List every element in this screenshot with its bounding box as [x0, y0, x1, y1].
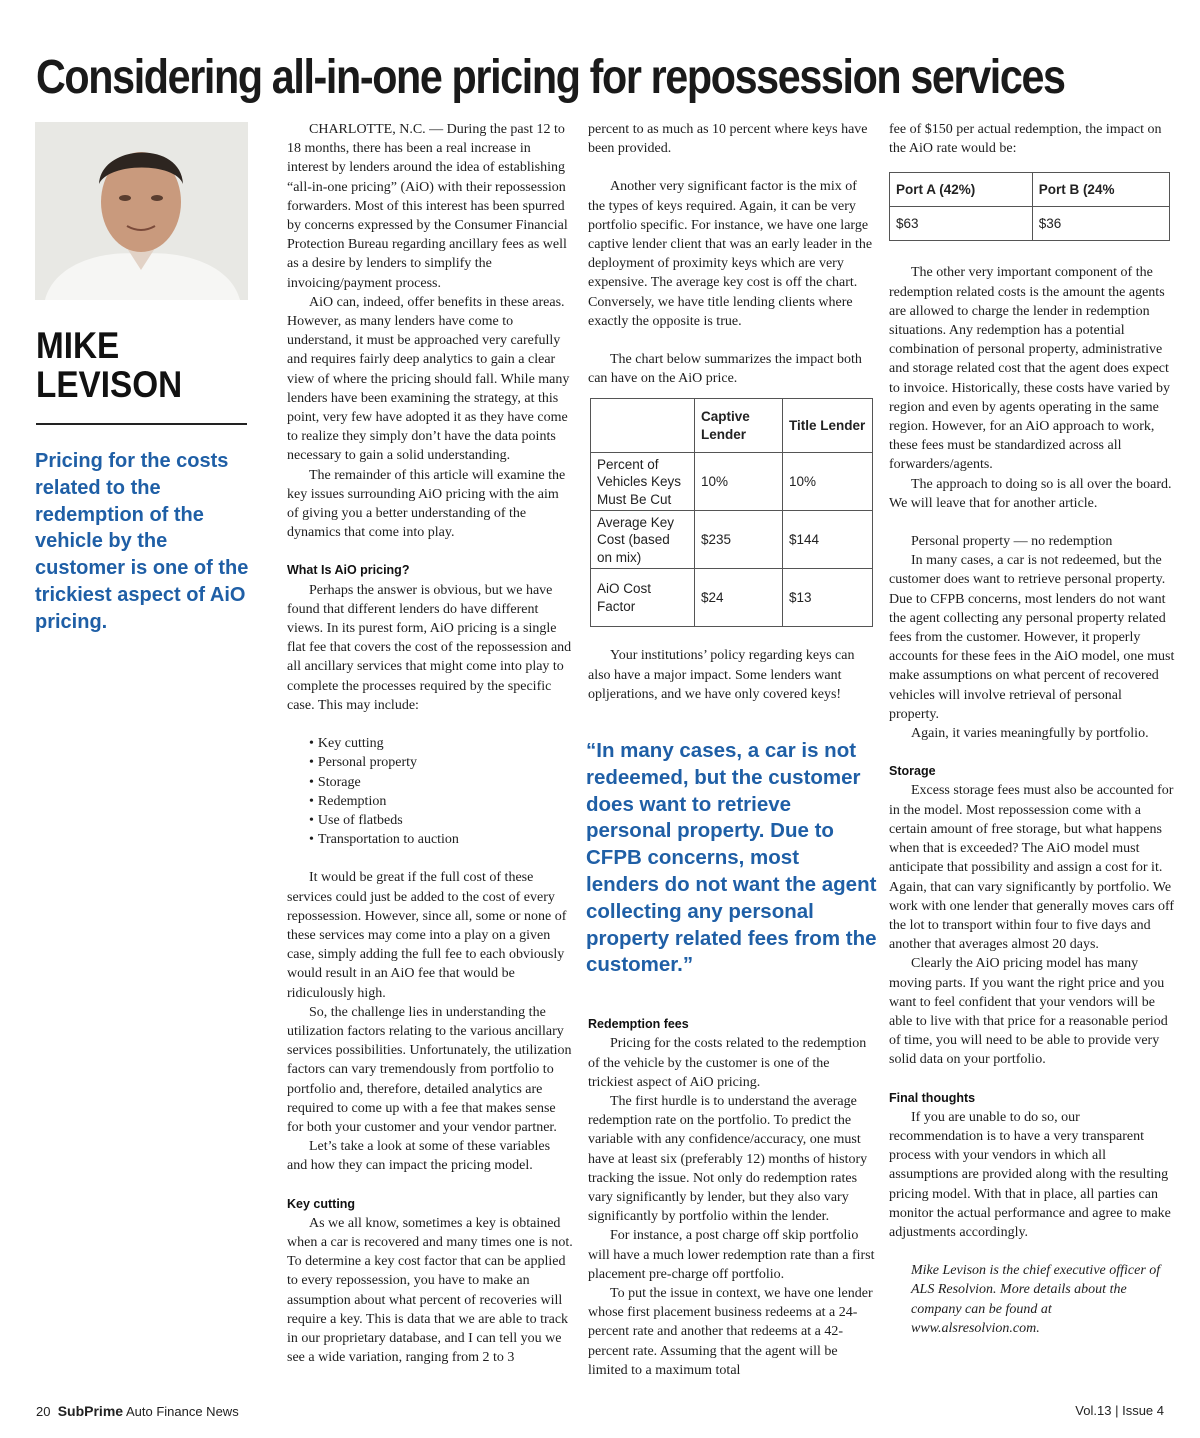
author-photo	[35, 122, 248, 300]
table-row	[890, 207, 1170, 241]
list-item: • Transportation to auction	[309, 830, 573, 849]
paragraph: AiO can, indeed, offer benefits in these areas. However, as many lenders have come to understand, it must be approached very carefully and requires fairly deep analytics to gain a clear view of where the pricing should fall. While many lenders have been examining the strategy, at this point, very few have adopted it as they have come to realize they simply don’t have the data points necessary to gain a solid understanding.	[287, 294, 570, 464]
paragraph: Let’s take a look at some of these variables and how they can impact the pricing model.	[287, 1139, 551, 1174]
table-cell: 10%	[783, 453, 873, 511]
table-header-cell: Title Lender	[783, 399, 873, 453]
publication-name-rest: Auto Finance News	[125, 1404, 239, 1419]
article-headline: Considering all-in-one pricing for repossession services	[36, 51, 1065, 104]
table-cell: $24	[695, 569, 783, 627]
publication-name-bold: SubPrime	[57, 1403, 124, 1419]
paragraph: Pricing for the costs related to the redemption of the vehicle by the customer is one of the trickiest aspect of AiO pricing.	[588, 1036, 867, 1090]
table-cell: $63	[890, 207, 1033, 241]
page-number: 20	[36, 1404, 51, 1419]
subheading-redemption-fees: Redemption fees	[588, 1017, 689, 1032]
paragraph: Again, it varies meaningfully by portfolio.	[911, 726, 1149, 742]
column-2	[588, 120, 875, 1380]
list-item: • Personal property	[309, 753, 573, 772]
list-item: • Redemption	[309, 792, 573, 811]
key-cost-table	[590, 398, 873, 627]
paragraph: The first hurdle is to understand the average redemption rate on the portfolio. To predict the variable with any confidence/accuracy, one must have at least six (preferably 12) months of history tracking the issue. Not only do redemption rates vary significantly by lender, but they also vary significantly by portfolio within the lender.	[588, 1094, 868, 1225]
footer-right	[1075, 1403, 1164, 1418]
author-bio: Mike Levison is the chief executive officer of ALS Resolvion. More details about the company can be found at www.alsresolvion.com.	[911, 1263, 1161, 1336]
footer-left	[36, 1403, 239, 1419]
paragraph: The remainder of this article will examine the key issues surrounding AiO pricing with the aim of giving you a better understanding of the dynamics that come into play.	[287, 467, 566, 541]
table-cell: Percent of Vehicles Keys Must Be Cut	[591, 453, 695, 511]
table-header-row	[591, 399, 873, 453]
paragraph: It would be great if the full cost of these services could just be added to the cost of every repossession. However, since all, some or none of these services may come into a play on a given case, simply adding the full fee to each obviously would result in an AiO fee that would be ridiculously high.	[287, 870, 567, 1001]
list-item: • Use of flatbeds	[309, 811, 573, 830]
author-divider	[36, 423, 247, 425]
paragraph: Clearly the AiO pricing model has many moving parts. If you want the right price and you want to feel confident that your vendors will be able to live with that price for a reasonable period of time, you will need to be able to provide very solid data on your portfolio.	[889, 956, 1168, 1068]
paragraph: The chart below summarizes the impact both can have on the AiO price.	[588, 352, 862, 387]
deck-text: Pricing for the costs related to the redemption of the vehicle by the customer is one of the trickiest aspect of AiO pricing.	[35, 450, 249, 633]
column-3	[889, 120, 1175, 1338]
list-item: • Storage	[309, 773, 573, 792]
ancillary-services-list	[287, 734, 573, 849]
author-last-name: LEVISON	[36, 364, 183, 405]
table-cell: $13	[783, 569, 873, 627]
table-cell: 10%	[695, 453, 783, 511]
paragraph: In many cases, a car is not redeemed, but the customer does want to retrieve personal property. Due to CFPB concerns, most lenders do not want the agent collecting any personal property related fees from the customer. However, it properly accounts for these fees in the AiO model, one must make assumptions on what percent of recovered vehicles will involve retrieval of personal property.	[889, 553, 1175, 722]
paragraph: Your institutions’ policy regarding keys can also have a major impact. Some lenders want opljerations, and we have only covered keys!	[588, 648, 855, 702]
table-cell: $36	[1032, 207, 1169, 241]
column-1	[287, 120, 573, 1367]
paragraph: As we all know, sometimes a key is obtained when a car is recovered and many times one is not. To determine a key cost factor that can be applied to every repossession, you have to make an assumption about what percent of recoveries will require a key. This is data that we are able to track in our proprietary database, and I can tell you we see a wide variation, ranging from 2 to 3	[287, 1215, 573, 1366]
paragraph: percent to as much as 10 percent where keys have been provided.	[588, 122, 868, 157]
author-portrait-image	[35, 122, 248, 300]
paragraph: The other very important component of the redemption related costs is the amount the agents are allowed to charge the lender in redemption situations. Any redemption has a potential combination of personal property, administrative and storage related cost that the agent does expect to invoice. Historically, these costs have varied by region and even by agents operating in the same region. However, for an AiO approach to work, these fees must be standardized across all forwarders/agents.	[889, 265, 1170, 473]
footer-separator: |	[1115, 1403, 1119, 1418]
paragraph: fee of $150 per actual redemption, the impact on the AiO rate would be:	[889, 122, 1162, 157]
volume-label: Vol.13	[1075, 1403, 1112, 1418]
author-first-name: MIKE	[36, 325, 120, 366]
page-footer	[0, 1401, 1200, 1423]
table-cell: Average Key Cost (based on mix)	[591, 511, 695, 569]
subheading-final-thoughts: Final thoughts	[889, 1090, 976, 1105]
table-row	[591, 453, 873, 511]
subheading-key-cutting: Key cutting	[287, 1196, 356, 1211]
paragraph: Another very significant factor is the mix of the types of keys required. Again, it can be very portfolio specific. For instance, we have one large captive lender client that was an early leader in the deployment of proximity keys which are very expensive. The average key cost is off the chart. Conversely, we have title lending clients where exactly the opposite is true.	[588, 179, 873, 329]
table-row	[591, 569, 873, 627]
issue-label: Issue 4	[1122, 1403, 1164, 1418]
table-cell: $235	[695, 511, 783, 569]
table-row	[591, 511, 873, 569]
table-header-cell: Captive Lender	[695, 399, 783, 453]
table-header-cell: Port B (24%	[1032, 173, 1169, 207]
paragraph: To put the issue in context, we have one lender whose first placement business redeems at a 24-percent rate and another that redeems at a 42-percent rate. Assuming that the agent will be limited to a maximum total	[588, 1286, 873, 1378]
redemption-impact-table	[889, 172, 1170, 241]
paragraph: The approach to doing so is all over the board. We will leave that for another article.	[889, 476, 1172, 511]
subheading-what-is-aio: What Is AiO pricing?	[287, 563, 410, 578]
table-header-cell	[591, 399, 695, 453]
table-cell: $144	[783, 511, 873, 569]
paragraph: Excess storage fees must also be accounted for in the model. Most repossession come with a certain amount of free storage, but what happens when that is exceeded? The AiO model must anticipate that possibility and assign a cost for it. Again, that can vary significantly by portfolio. We work with one lender that generally moves cars off the lot to transport within four to five days and another that averages almost 20 days.	[889, 783, 1175, 953]
paragraph: For instance, a post charge off skip portfolio will have a much lower redemption rate than a first placement pre-charge off portfolio.	[588, 1228, 875, 1282]
table-header-cell: Port A (42%)	[890, 173, 1033, 207]
paragraph: Perhaps the answer is obvious, but we have found that different lenders do have different views. In its purest form, AiO pricing is a single flat fee that covers the cost of the repossession and all ancillary services that might come into play to complete the processes required by the specific case. This may include:	[287, 582, 572, 713]
subheading-storage: Storage	[889, 764, 936, 779]
author-name	[36, 326, 227, 404]
table-cell: AiO Cost Factor	[591, 569, 695, 627]
paragraph: If you are unable to do so, our recommendation is to have a very transparent process with your vendors in which all assumptions are provided along with the resulting pricing model. With that in place, all parties can monitor the actual performance and agree to make adjustments accordingly.	[889, 1109, 1171, 1240]
list-item: • Key cutting	[309, 734, 573, 753]
paragraph: Personal property — no redemption	[911, 534, 1113, 550]
table-header-row	[890, 173, 1170, 207]
pull-quote: “In many cases, a car is not redeemed, but the customer does want to retrieve personal property. Due to CFPB concerns, most lenders do not want the agent collecting any personal property related fees from the customer.”	[586, 739, 877, 977]
paragraph: So, the challenge lies in understanding the utilization factors relating to the various ancillary services possibilities. Unfortunately, the utilization factors can vary tremendously from portfolio to portfolio and, therefore, detailed analytics are required to come up with a fee that makes sense for both your customer and your vendor partner.	[287, 1004, 572, 1135]
paragraph: CHARLOTTE, N.C. — During the past 12 to 18 months, there has been a real increase in interest by lenders around the idea of establishing “all-in-one pricing” (AiO) with their repossession forwarders. Most of this interest has been spurred by concerns expressed by the Consumer Financial Protection Bureau regarding ancillary fees as well as a desire by lenders to simplify the invoicing/payment process.	[287, 122, 568, 291]
